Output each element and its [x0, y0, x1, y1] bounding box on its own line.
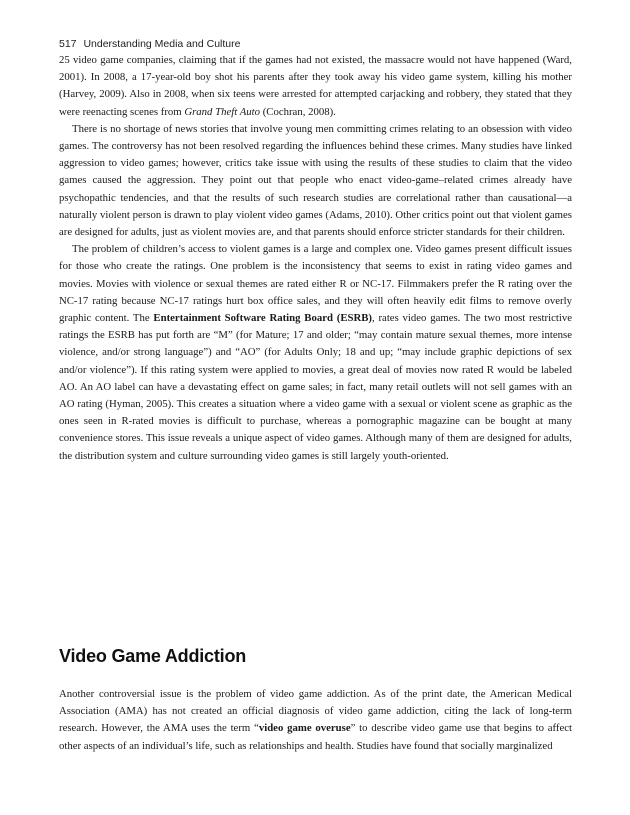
body-text	[59, 52, 572, 465]
paragraph-2: There is no shortage of news stories that involve young men committing crimes relating to an obsession with video games. The controversy has not been resolved regarding the influences behind these crimes. Many studies have linked aggression to video games; however, critics take issue with using the results of these studies to claim that the video games caused the aggression. They point out that people who enact video-game–related crimes already have psychopathic tendencies, and that the results of such research studies are correlational rather than causational—a naturally violent person is drawn to play violent video games (Adams, 2010). Other critics point out that violent games are designed for adults, just as violent movies are, and that parents should enforce stricter standards for their children.	[59, 122, 572, 239]
paragraph-1-text-b: (Cochran, 2008).	[260, 105, 336, 118]
paragraph-3-text-a: The problem of children’s access to violent games is a large and complex one. Video games present difficult issues for those who create the ratings. One problem is the inconsistency that seems to exist in rating video games and movies. Movies with violence or sexual themes are rated either R or NC-17. Filmmakers prefer the R rating over the NC-17 rating because NC-17 ratings hurt box office sales, and they will often heavily edit films to remove overly graphic content. The	[59, 243, 572, 325]
overuse-key-term: video game overuse	[258, 722, 351, 735]
paragraph-1-text-a: 25 video game companies, claiming that if the games had not existed, the massacre would not have happened (Ward, 2001). In 2008, a 17-year-old boy shot his parents after they took away his video game system, killing his mother (Harvey, 2009). Also in 2008, when six teens were arrested for attempted carjacking and robbery, they stated that they were reenacting scenes from	[59, 54, 572, 118]
paragraph-3-text-b: , rates video games. The two most restrictive ratings the ESRB has put forth are “M” (for Mature; 17 and older; “may contain mature sexual themes, more intense violence, and/or strong language”) and “AO” (for Adults Only; 18 and up; “may include graphic depictions of sex and/or violence”). If this rating system were applied to movies, a great deal of movies now rated R would be labeled AO. An AO label can have a devastating effect on game sales; in fact, many retail outlets will not sell games with an AO rating (Hyman, 2005). This creates a situation where a video game with a sexual or violent scene as graphic as the ones seen in R-rated movies is difficult to purchase, whereas a pornographic magazine can be bought at many convenience stores. This issue reveals a unique aspect of video games. Although many of them are designed for adults, the distribution system and culture surrounding video games is still largely youth-oriented.	[59, 312, 572, 462]
section-paragraph-1	[59, 686, 572, 755]
section-heading: Video Game Addiction	[59, 646, 247, 666]
book-title: Understanding Media and Culture	[83, 38, 241, 50]
section-text	[59, 686, 572, 755]
paragraph-1	[59, 52, 572, 121]
esrb-key-term: Entertainment Software Rating Board (ESRB)	[153, 312, 372, 325]
game-title-italic: Grand Theft Auto	[184, 105, 261, 118]
paragraph-3	[59, 241, 572, 465]
page-number: 517	[59, 38, 77, 50]
running-header	[59, 38, 240, 50]
section-paragraph-1-text-a: Another controversial issue is the problem of video game addiction. As of the print date, the American Medical Association (AMA) has not created an official diagnosis of video game addiction, citing the lack of long-term research. However, the AMA uses the term “	[59, 688, 572, 735]
section-paragraph-1-text-b: ” to describe video game use that begins to affect other aspects of an individual’s life, such as relationships and health. Studies have found that socially marginalized	[59, 722, 572, 752]
